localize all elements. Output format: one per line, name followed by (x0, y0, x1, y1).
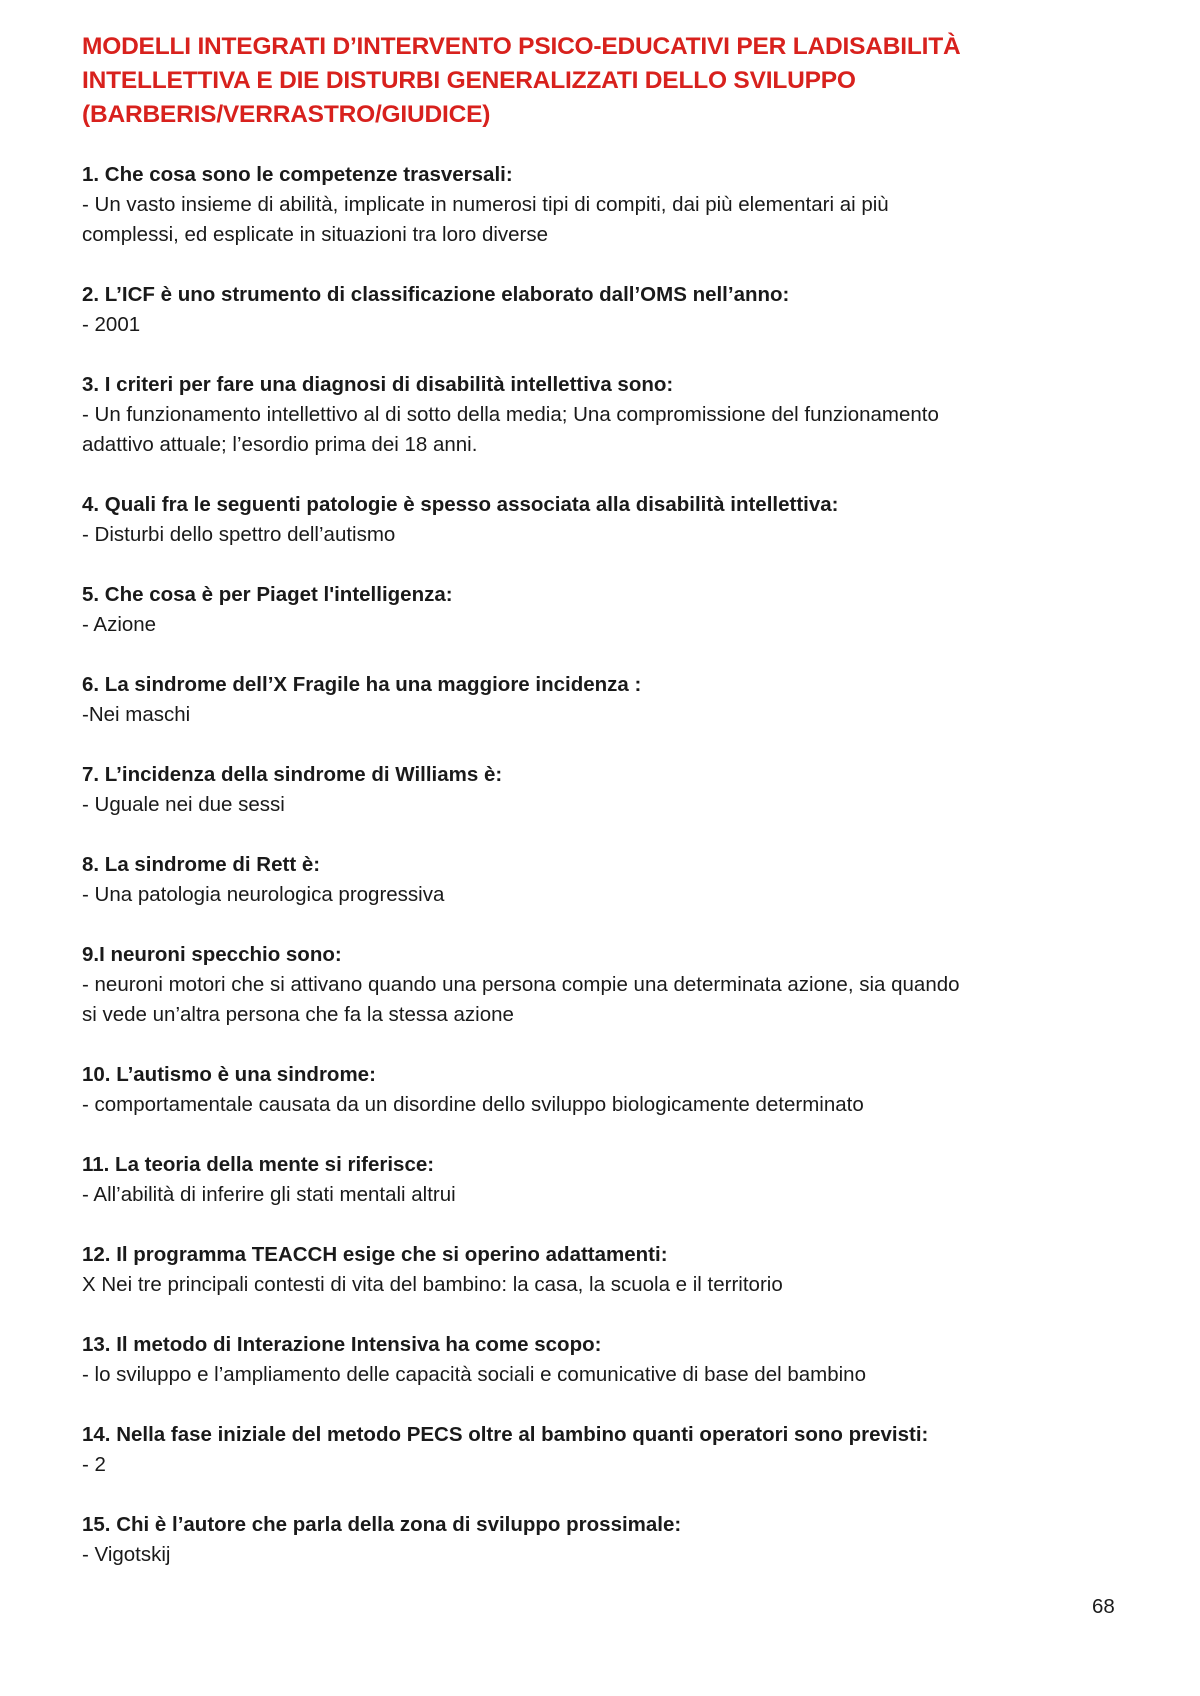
answer-text (82, 520, 1142, 550)
answer-text (82, 970, 1142, 1030)
question-text: 15. Chi è l’autore che parla della zona di sviluppo prossimale: (82, 1513, 682, 1536)
qa-item (82, 280, 1142, 340)
answer-line: - All’abilità di inferire gli stati mentali altrui (82, 1183, 456, 1206)
answer-line: si vede un’altra persona che fa la stessa azione (82, 1003, 514, 1026)
answer-line: - Vigotskij (82, 1543, 171, 1566)
answer-text (82, 1090, 1142, 1120)
qa-item (82, 1510, 1142, 1570)
qa-item (82, 160, 1142, 250)
answer-line: adattivo attuale; l’esordio prima dei 18 anni. (82, 433, 478, 456)
title-line: INTELLETTIVA E DIE DISTURBI GENERALIZZATI DELLO SVILUPPO (82, 67, 856, 94)
question-text: 7. L’incidenza della sindrome di Williams è: (82, 763, 503, 786)
qa-item (82, 1150, 1142, 1210)
qa-item (82, 1060, 1142, 1120)
answer-line: - neuroni motori che si attivano quando una persona compie una determinata azione, sia quando (82, 973, 960, 996)
answer-text (82, 190, 1142, 250)
answer-text (82, 310, 1142, 340)
answer-line: - Una patologia neurologica progressiva (82, 883, 445, 906)
question-text: 2. L’ICF è uno strumento di classificazione elaborato dall’OMS nell’anno: (82, 283, 790, 306)
answer-line: - Un vasto insieme di abilità, implicate in numerosi tipi di compiti, dai più elementari ai più (82, 193, 889, 216)
answer-line: - Disturbi dello spettro dell’autismo (82, 523, 396, 546)
question-text: 9.I neuroni specchio sono: (82, 943, 342, 966)
question-text: 5. Che cosa è per Piaget l'intelligenza: (82, 583, 453, 606)
answer-text (82, 1270, 1142, 1300)
title-line: MODELLI INTEGRATI D’INTERVENTO PSICO-EDUCATIVI PER LADISABILITÀ (82, 33, 961, 60)
qa-item (82, 1330, 1142, 1390)
answer-text (82, 790, 1142, 820)
answer-text (82, 1360, 1142, 1390)
page-number: 68 (1092, 1595, 1115, 1618)
question-text: 10. L’autismo è una sindrome: (82, 1063, 376, 1086)
qa-item (82, 940, 1142, 1030)
title-line: (BARBERIS/VERRASTRO/GIUDICE) (82, 101, 491, 128)
qa-item (82, 760, 1142, 820)
qa-item (82, 490, 1142, 550)
answer-text (82, 1540, 1142, 1570)
answer-line: - Uguale nei due sessi (82, 793, 285, 816)
qa-item (82, 580, 1142, 640)
question-text: 8. La sindrome di Rett è: (82, 853, 321, 876)
question-text: 12. Il programma TEACCH esige che si operino adattamenti: (82, 1243, 668, 1266)
answer-line: complessi, ed esplicate in situazioni tra loro diverse (82, 223, 549, 246)
question-answer-list (82, 160, 1142, 1600)
answer-line: X Nei tre principali contesti di vita del bambino: la casa, la scuola e il territorio (82, 1273, 783, 1296)
qa-item (82, 850, 1142, 910)
document-title (82, 30, 1142, 132)
answer-text (82, 700, 1142, 730)
answer-line: - Azione (82, 613, 157, 636)
answer-text (82, 400, 1142, 460)
question-text: 11. La teoria della mente si riferisce: (82, 1153, 435, 1176)
qa-item (82, 670, 1142, 730)
answer-text (82, 880, 1142, 910)
answer-line: - lo sviluppo e l’ampliamento delle capacità sociali e comunicative di base del bambino (82, 1363, 866, 1386)
qa-item (82, 1420, 1142, 1480)
answer-line: - Un funzionamento intellettivo al di sotto della media; Una compromissione del funzionamento (82, 403, 939, 426)
answer-line: - 2 (82, 1453, 106, 1476)
answer-line: - comportamentale causata da un disordine dello sviluppo biologicamente determinato (82, 1093, 864, 1116)
qa-item (82, 1240, 1142, 1300)
answer-text (82, 610, 1142, 640)
question-text: 6. La sindrome dell’X Fragile ha una maggiore incidenza : (82, 673, 642, 696)
question-text: 14. Nella fase iniziale del metodo PECS oltre al bambino quanti operatori sono previsti: (82, 1423, 929, 1446)
question-text: 1. Che cosa sono le competenze trasversali: (82, 163, 513, 186)
question-text: 4. Quali fra le seguenti patologie è spesso associata alla disabilità intellettiva: (82, 493, 839, 516)
answer-line: -Nei maschi (82, 703, 191, 726)
qa-item (82, 370, 1142, 460)
question-text: 13. Il metodo di Interazione Intensiva ha come scopo: (82, 1333, 602, 1356)
answer-line: - 2001 (82, 313, 141, 336)
question-text: 3. I criteri per fare una diagnosi di disabilità intellettiva sono: (82, 373, 674, 396)
answer-text (82, 1450, 1142, 1480)
answer-text (82, 1180, 1142, 1210)
